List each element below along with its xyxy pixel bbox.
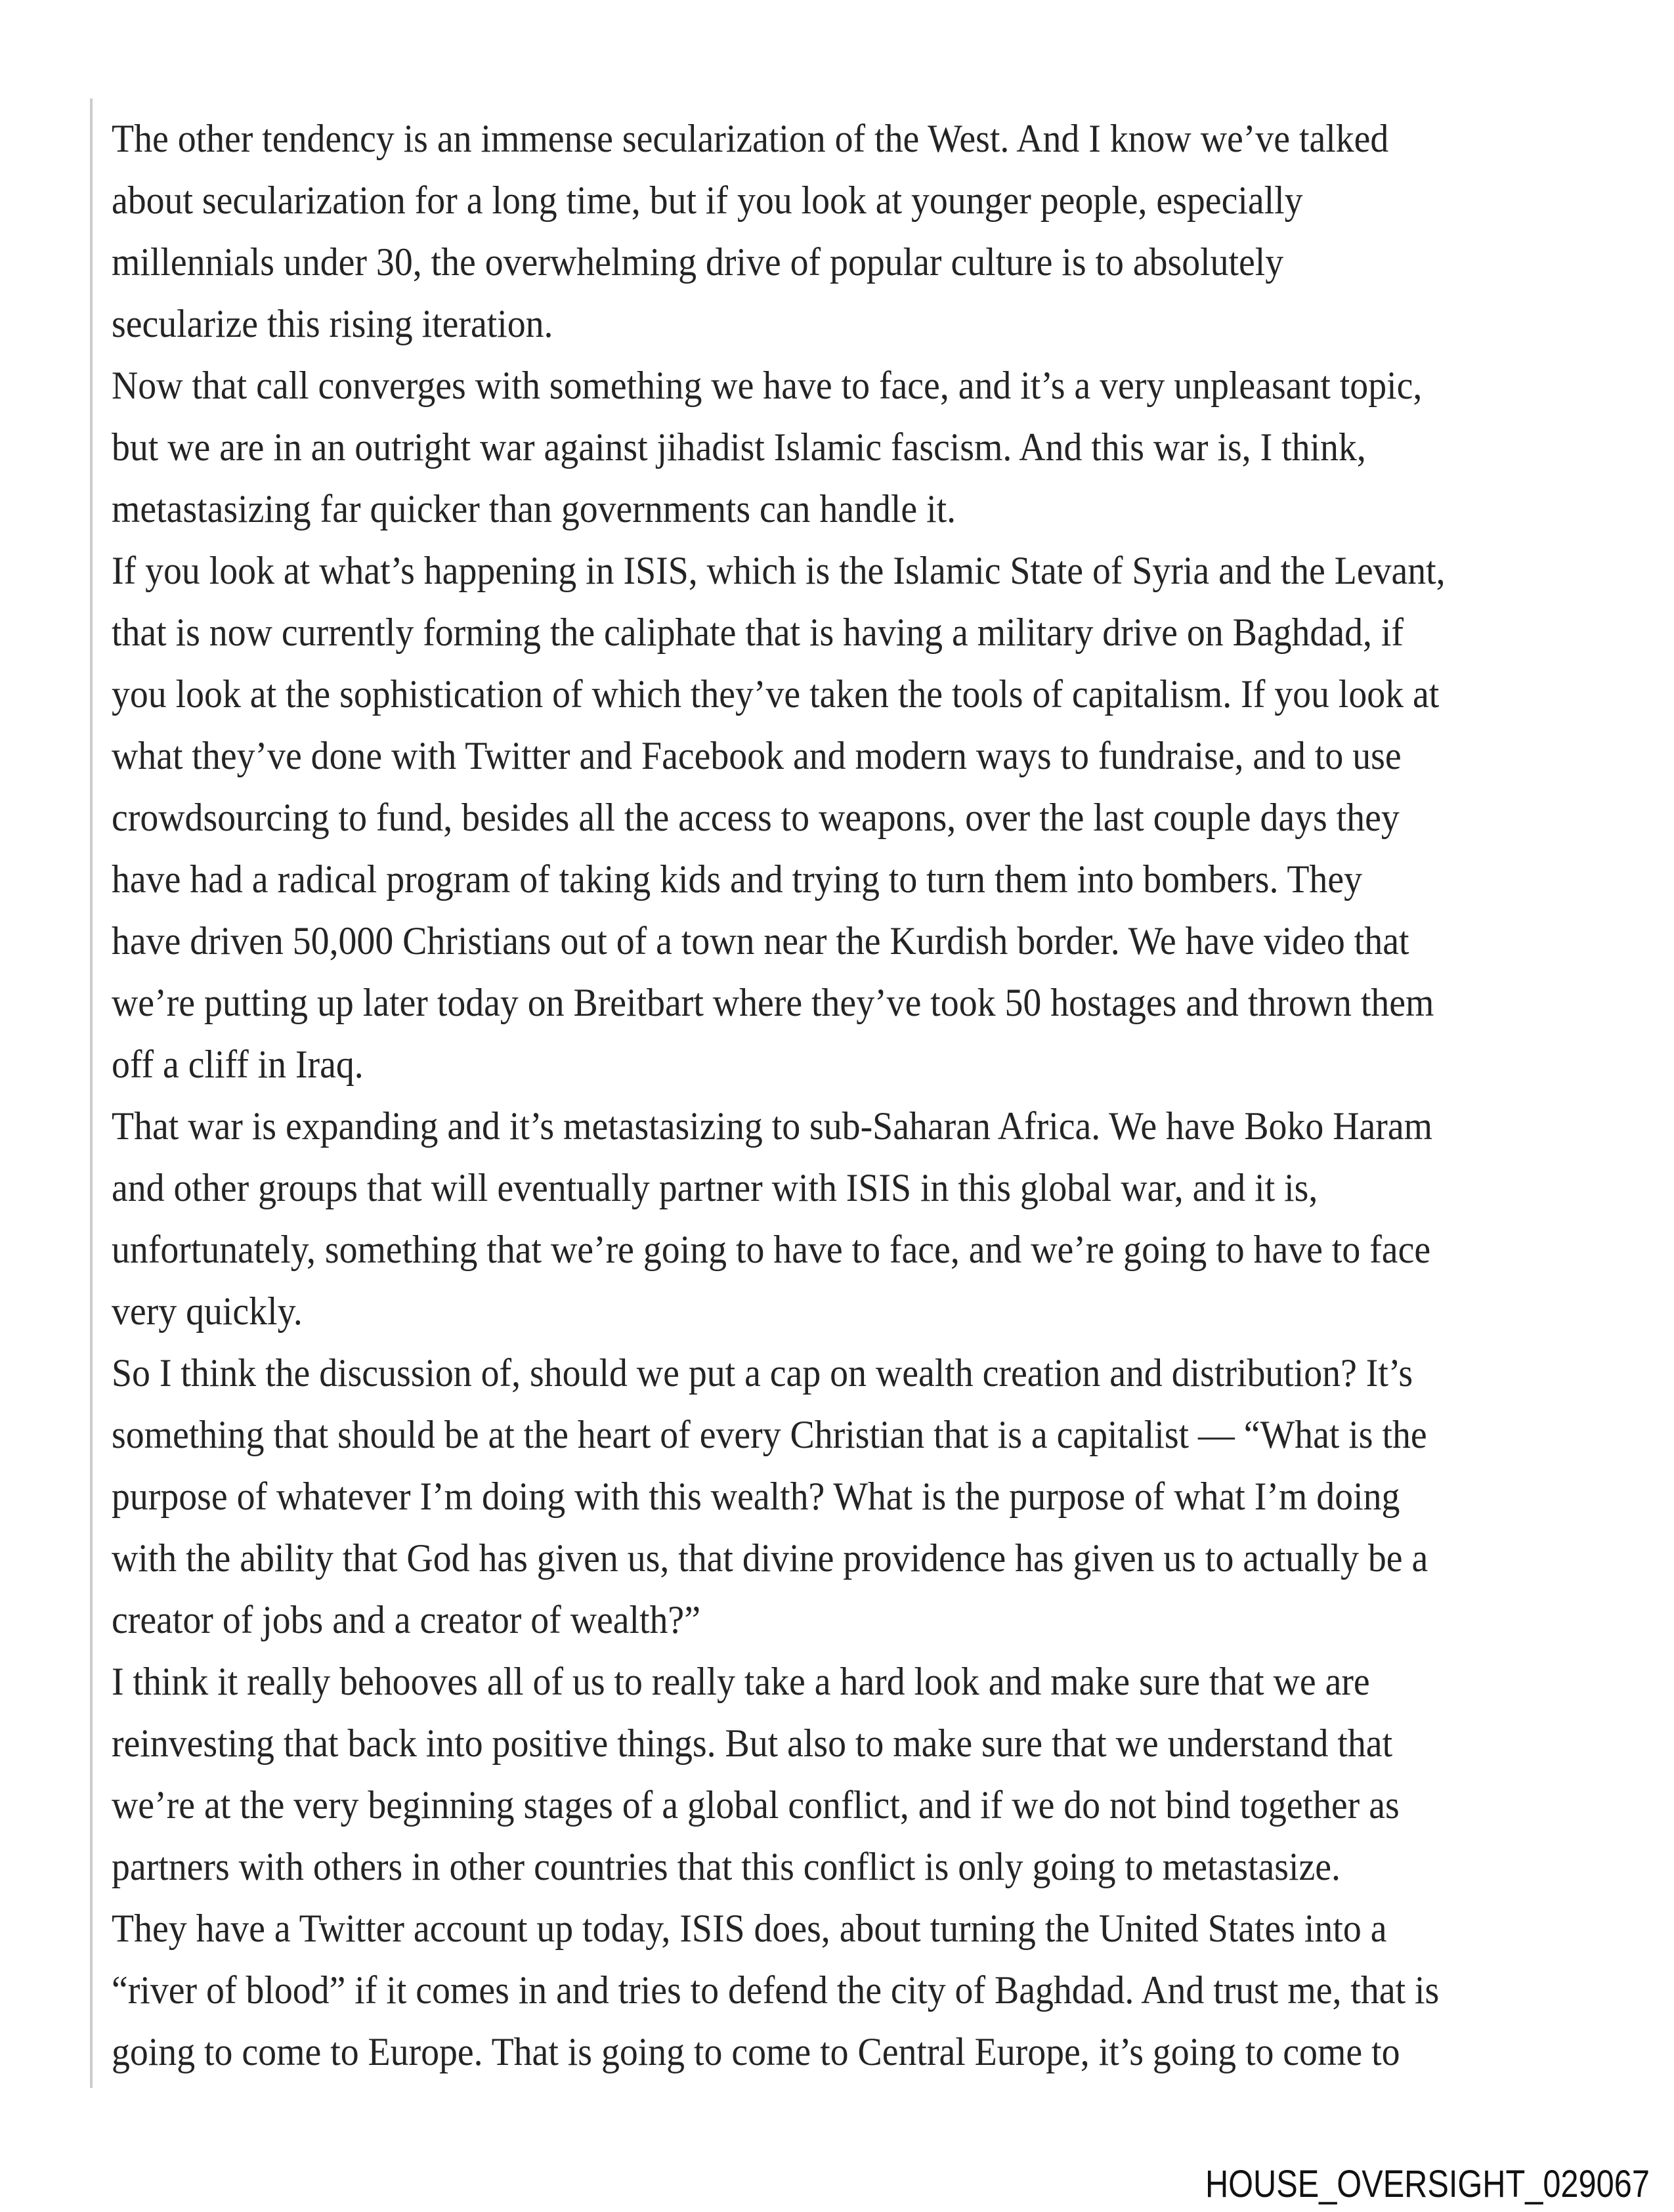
document-line: going to come to Europe. That is going to come to Central Europe, it’s going to come to (112, 2030, 1400, 2073)
document-line: creator of jobs and a creator of wealth?” (112, 1598, 700, 1641)
document-line: secularize this rising iteration. (112, 302, 553, 345)
document-line: Now that call converges with something we have to face, and it’s a very unpleasant topic, (112, 364, 1423, 407)
document-line: have had a radical program of taking kids and trying to turn them into bombers. They (112, 857, 1363, 901)
document-line: millennials under 30, the overwhelming drive of popular culture is to absolutely (112, 240, 1284, 284)
document-line: If you look at what’s happening in ISIS, which is the Islamic State of Syria and the Levant, (112, 549, 1446, 592)
document-line: So I think the discussion of, should we put a cap on wealth creation and distribution? It’s (112, 1351, 1413, 1395)
document-line: The other tendency is an immense secularization of the West. And I know we’ve talked (112, 117, 1389, 160)
document-line: reinvesting that back into positive things. But also to make sure that we understand that (112, 1722, 1393, 1765)
document-line: unfortunately, something that we’re going to have to face, and we’re going to have to face (112, 1228, 1431, 1271)
document-line: with the ability that God has given us, that divine providence has given us to actually be a (112, 1536, 1428, 1580)
document-line: crowdsourcing to fund, besides all the access to weapons, over the last couple days they (112, 796, 1400, 839)
document-line: purpose of whatever I’m doing with this wealth? What is the purpose of what I’m doing (112, 1475, 1400, 1518)
transcript-lines (112, 108, 1600, 2083)
document-line: metastasizing far quicker than governments can handle it. (112, 487, 956, 531)
document-line: “river of blood” if it comes in and tries to defend the city of Baghdad. And trust me, that is (112, 1968, 1440, 2012)
document-line: but we are in an outright war against jihadist Islamic fascism. And this war is, I think, (112, 425, 1366, 469)
transcript-block (90, 98, 1600, 2088)
document-line: we’re putting up later today on Breitbart where they’ve took 50 hostages and thrown them (112, 981, 1434, 1024)
document-line: you look at the sophistication of which they’ve taken the tools of capitalism. If you look at (112, 672, 1440, 716)
document-line: we’re at the very beginning stages of a global conflict, and if we do not bind together as (112, 1783, 1400, 1827)
document-line: off a cliff in Iraq. (112, 1043, 364, 1086)
document-line: That war is expanding and it’s metastasizing to sub-Saharan Africa. We have Boko Haram (112, 1104, 1433, 1148)
document-line: about secularization for a long time, but if you look at younger people, especially (112, 179, 1303, 222)
document-line: have driven 50,000 Christians out of a town near the Kurdish border. We have video that (112, 919, 1409, 963)
bates-number: HOUSE_OVERSIGHT_029067 (1205, 2163, 1650, 2206)
document-line: partners with others in other countries that this conflict is only going to metastasize. (112, 1845, 1341, 1888)
document-line: that is now currently forming the caliphate that is having a military drive on Baghdad, if (112, 611, 1404, 654)
document-line: something that should be at the heart of every Christian that is a capitalist — “What is the (112, 1413, 1427, 1456)
document-line: what they’ve done with Twitter and Facebook and modern ways to fundraise, and to use (112, 734, 1402, 777)
document-line: and other groups that will eventually partner with ISIS in this global war, and it is, (112, 1166, 1318, 1209)
document-line: I think it really behooves all of us to really take a hard look and make sure that we are (112, 1660, 1370, 1703)
document-line: very quickly. (112, 1290, 303, 1333)
document-line: They have a Twitter account up today, ISIS does, about turning the United States into a (112, 1907, 1387, 1950)
